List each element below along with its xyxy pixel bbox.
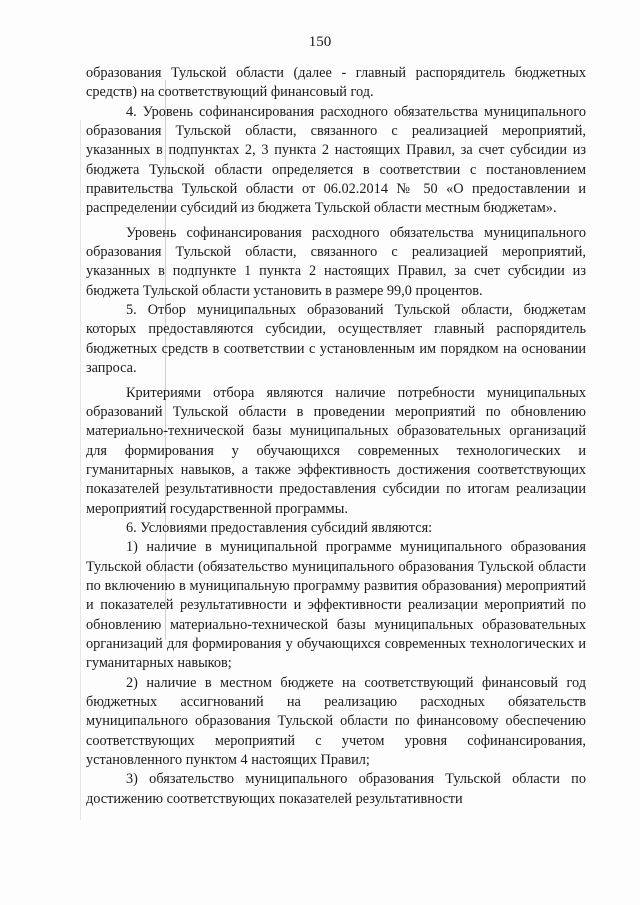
paragraph: 1) наличие в муниципальной программе муниципального образования Тульской области (обязательство муниципального образования Тульской области по включению в муниципальную программу развития образования) мероприятий и показателей результативности и эффективности реализации мероприятий по обновлению материально-технической базы муниципальных образовательных организаций для формирования у обучающихся современных технологических и гуманитарных навыков; (86, 539, 586, 672)
paragraph: 6. Условиями предоставления субсидий являются: (126, 519, 433, 536)
paragraph: 5. Отбор муниципальных образований Тульской области, бюджетам которых предоставляются субсидии, осуществляет главный распорядитель бюджетных средств в соответствии с установленным им порядком на основании запроса. (86, 302, 586, 377)
paragraph: Уровень софинансирования расходного обязательства муниципального образования Тульской области, связанного с реализацией мероприятий, указанных в подпункте 1 пункта 2 настоящих Правил, за счет субсидии из бюджета Тульской области установить в размере 99,0 процентов. (86, 224, 586, 299)
paragraph: образования Тульской области (далее - главный распорядитель бюджетных средств) на соответствующий финансовый год. (86, 65, 586, 101)
paragraph: 3) обязательство муниципального образования Тульской области по достижению соответствующих показателей результативности (86, 771, 586, 807)
page-number: 150 (308, 34, 332, 50)
paragraph: 2) наличие в местном бюджете на соответствующий финансовый год бюджетных ассигнований на реализацию расходных обязательств муниципального образования Тульской области по финансовому обеспечению соответствующих мероприятий с учетом уровня софинансирования, установленного пунктом 4 настоящих Правил; (86, 674, 586, 769)
paragraph: 4. Уровень софинансирования расходного обязательства муниципального образования Тульской области, связанного с реализацией мероприятий, указанных в подпунктах 2, 3 пункта 2 настоящих Правил, за счет субсидии из бюджета Тульской области определяется в соответствии с постановлением правительства Тульской области от 06.02.2014 № 50 «О предоставлении и распределении субсидий из бюджета Тульской области местным бюджетам». (86, 103, 586, 217)
body-text (86, 64, 586, 809)
paragraph: Критериями отбора являются наличие потребности муниципальных образований Тульской области в проведении мероприятий по обновлению материально-технической базы муниципальных образовательных организаций для формирования у обучающихся современных технологических и гуманитарных навыков, а также эффективность достижения соответствующих показателей результативности предоставления субсидии по итогам реализации мероприятий государственной программы. (86, 384, 586, 517)
scan-artifact-line (80, 120, 81, 820)
